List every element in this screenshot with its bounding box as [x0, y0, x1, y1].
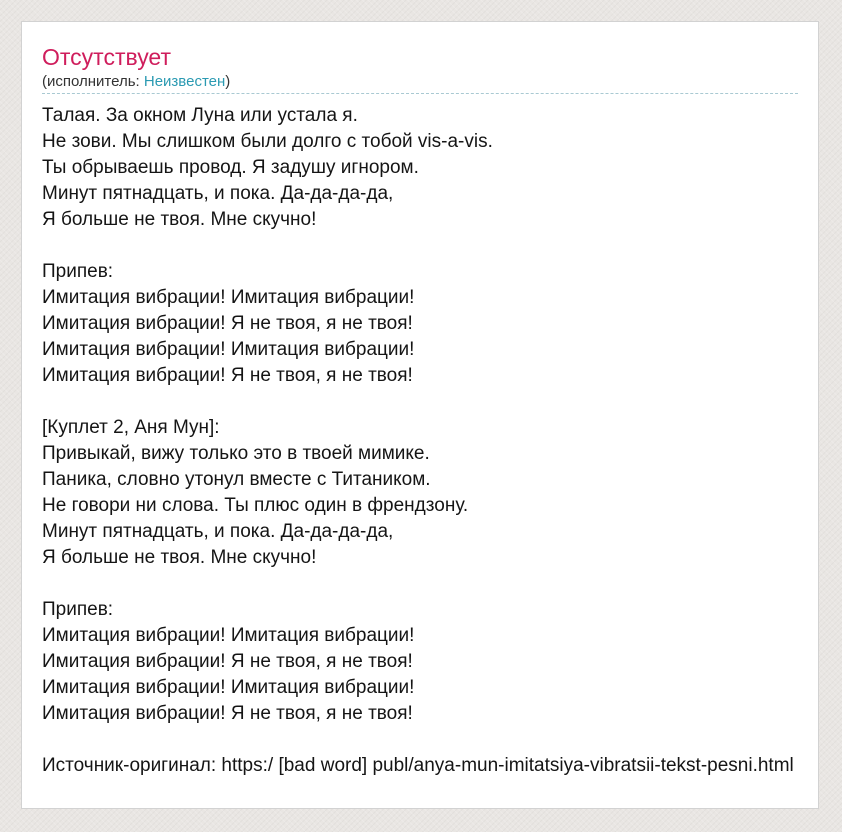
- artist-line: [42, 73, 230, 91]
- artist-prefix: (исполнитель:: [42, 73, 144, 90]
- song-title: Отсутствует: [42, 44, 171, 70]
- artist-link[interactable]: Неизвестен: [143, 73, 226, 90]
- title-divider: [42, 93, 798, 94]
- lyrics-text: Талая. За окном Луна или устала я. Не зови. Мы слишком были долго с тобой vis-a-vis. Ты обрываешь провод. Я задушу игнором. Минут пятнадцать, и пока. Да-да-да-да, Я больше не твоя. Мне скучно! Припев: Имитация вибрации! Имитация вибрации! Имитация вибрации! Я не твоя, я не твоя! Имитация вибрации! Имитация вибрации! Имитация вибрации! Я не твоя, я не твоя! [Куплет 2, Аня Мун]: Привыкай, вижу только это в твоей мимике. Паника, словно утонул вместе с Титаником. Не говори ни слова. Ты плюс один в френдзону. Минут пятнадцать, и пока. Да-да-да-да, Я больше не твоя. Мне скучно! Припев: Имитация вибрации! Имитация вибрации! Имитация вибрации! Я не твоя, я не твоя! Имитация вибрации! Имитация вибрации! Имитация вибрации! Я не твоя, я не твоя! Источник-оригинал: https:/ [bad word] publ/anya-mun-imitatsiya-vibratsii-tekst-pesni.html: [42, 105, 794, 776]
- lyrics-card: [21, 21, 819, 809]
- artist-suffix: ): [225, 73, 231, 90]
